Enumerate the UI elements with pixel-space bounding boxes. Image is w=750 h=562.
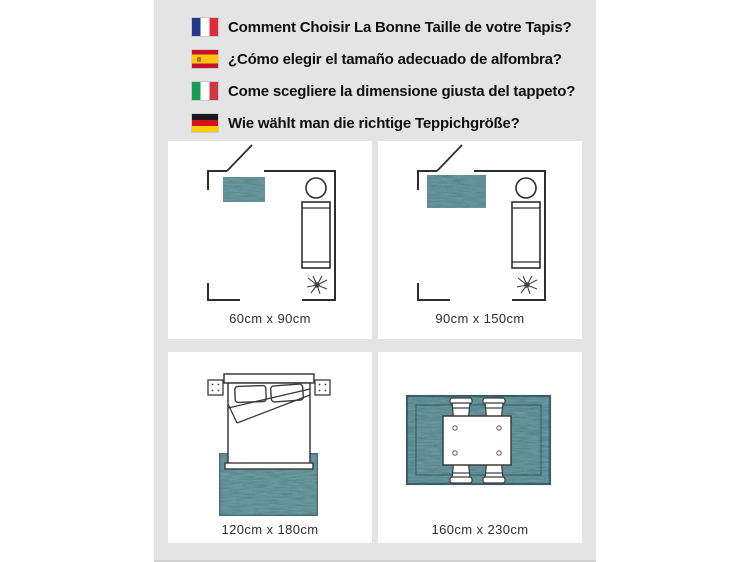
panel-rug-90x150 (378, 141, 582, 339)
entry-floorplan-small (168, 141, 372, 339)
round-table (306, 178, 326, 198)
dining-table (443, 416, 511, 465)
content-column (154, 0, 596, 562)
header-row-spanish (192, 50, 575, 68)
door-swing-line (437, 145, 462, 171)
console-furniture (512, 202, 540, 268)
nightstand-left (208, 380, 223, 395)
chair-top-left (450, 398, 472, 417)
italy-flag-icon (192, 82, 218, 100)
header-row-french (192, 18, 575, 36)
chair-top-right (483, 398, 505, 417)
rug-90x150 (427, 175, 486, 208)
header (192, 18, 575, 146)
round-table (516, 178, 536, 198)
size-label-160x230: 160cm x 230cm (431, 522, 529, 537)
spain-flag-icon (192, 50, 218, 68)
france-flag-icon (192, 18, 218, 36)
console-furniture (302, 202, 330, 268)
headboard (224, 374, 314, 383)
size-label-60x90: 60cm x 90cm (229, 311, 311, 326)
door-swing-line (227, 145, 252, 171)
nightstand-right (315, 380, 330, 395)
chair-bottom-left (450, 464, 472, 483)
header-text-italian: Come scegliere la dimensione giusta del tappeto? (228, 82, 576, 100)
header-text-german: Wie wählt man die richtige Teppichgröße? (228, 114, 520, 132)
bedroom-floorplan (168, 352, 372, 543)
header-text-spanish: ¿Cómo elegir el tamaño adecuado de alfombra? (228, 50, 562, 68)
header-text-french: Comment Choisir La Bonne Taille de votre Tapis? (228, 18, 572, 36)
header-row-italian (192, 82, 575, 100)
header-row-german (192, 114, 575, 132)
panel-rug-60x90 (168, 141, 372, 339)
panel-rug-120x180 (168, 352, 372, 543)
panel-rug-160x230 (378, 352, 582, 543)
entry-floorplan-medium (378, 141, 582, 339)
size-label-120x180: 120cm x 180cm (221, 522, 319, 537)
footboard (225, 463, 313, 469)
plant-icon (517, 276, 537, 294)
plant-icon (307, 276, 327, 294)
size-label-90x150: 90cm x 150cm (435, 311, 525, 326)
germany-flag-icon (192, 114, 218, 132)
bed (224, 374, 314, 469)
chair-bottom-right (483, 464, 505, 483)
dining-floorplan (378, 352, 582, 543)
rug-60x90 (223, 177, 265, 202)
